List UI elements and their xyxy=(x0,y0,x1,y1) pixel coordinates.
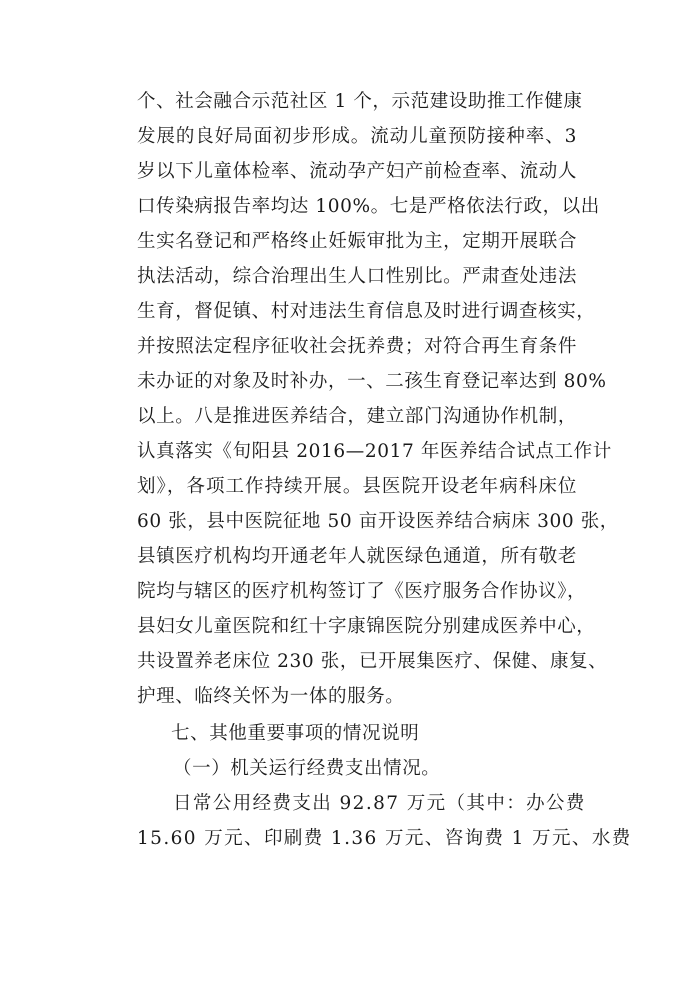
paragraph-line: 60 张，县中医院征地 50 亩开设医养结合病床 300 张， xyxy=(137,511,619,532)
paragraph-line: 以上。八是推进医养结合，建立部门沟通协作机制， xyxy=(137,406,577,427)
paragraph-line: 生实名登记和严格终止妊娠审批为主，定期开展联合 xyxy=(137,231,577,252)
paragraph-line: 口传染病报告率均达 100%。七是严格依法行政，以出 xyxy=(137,196,600,217)
paragraph-line: 执法活动，综合治理出生人口性别比。严肃查处违法 xyxy=(137,266,577,287)
paragraph-line: 县妇女儿童医院和红十字康锦医院分别建成医养中心， xyxy=(137,616,596,637)
paragraph-line: 划》，各项工作持续开展。县医院开设老年病科床位 xyxy=(137,476,577,497)
paragraph-line: 县镇医疗机构均开通老年人就医绿色通道，所有敬老 xyxy=(137,546,577,567)
subsection-heading: （一）机关运行经费支出情况。 xyxy=(173,758,441,779)
expense-line: 日常公用经费支出 92.87 万元（其中：办公费 xyxy=(173,793,586,814)
paragraph-line: 个、社会融合示范社区 1 个，示范建设助推工作健康 xyxy=(137,91,583,112)
paragraph-line: 院均与辖区的医疗机构签订了《医疗服务合作协议》， xyxy=(137,581,587,602)
expense-line: 15.60 万元、印刷费 1.36 万元、咨询费 1 万元、水费 xyxy=(137,828,632,849)
paragraph-line: 未办证的对象及时补办，一、二孩生育登记率达到 80% xyxy=(137,371,607,392)
paragraph-line: 并按照法定程序征收社会抚养费；对符合再生育条件 xyxy=(137,336,577,357)
paragraph-line: 岁以下儿童体检率、流动孕产妇产前检查率、流动人 xyxy=(137,161,577,182)
paragraph-line: 生育，督促镇、村对违法生育信息及时进行调查核实， xyxy=(137,301,596,322)
paragraph-line: 认真落实《旬阳县 2016—2017 年医养结合试点工作计 xyxy=(137,441,612,462)
paragraph-line: 共设置养老床位 230 张，已开展集医疗、保健、康复、 xyxy=(137,651,608,672)
paragraph-line: 发展的良好局面初步形成。流动儿童预防接种率、3 xyxy=(137,126,577,147)
paragraph-line: 护理、临终关怀为一体的服务。 xyxy=(137,686,405,707)
section-heading: 七、其他重要事项的情况说明 xyxy=(171,723,420,744)
